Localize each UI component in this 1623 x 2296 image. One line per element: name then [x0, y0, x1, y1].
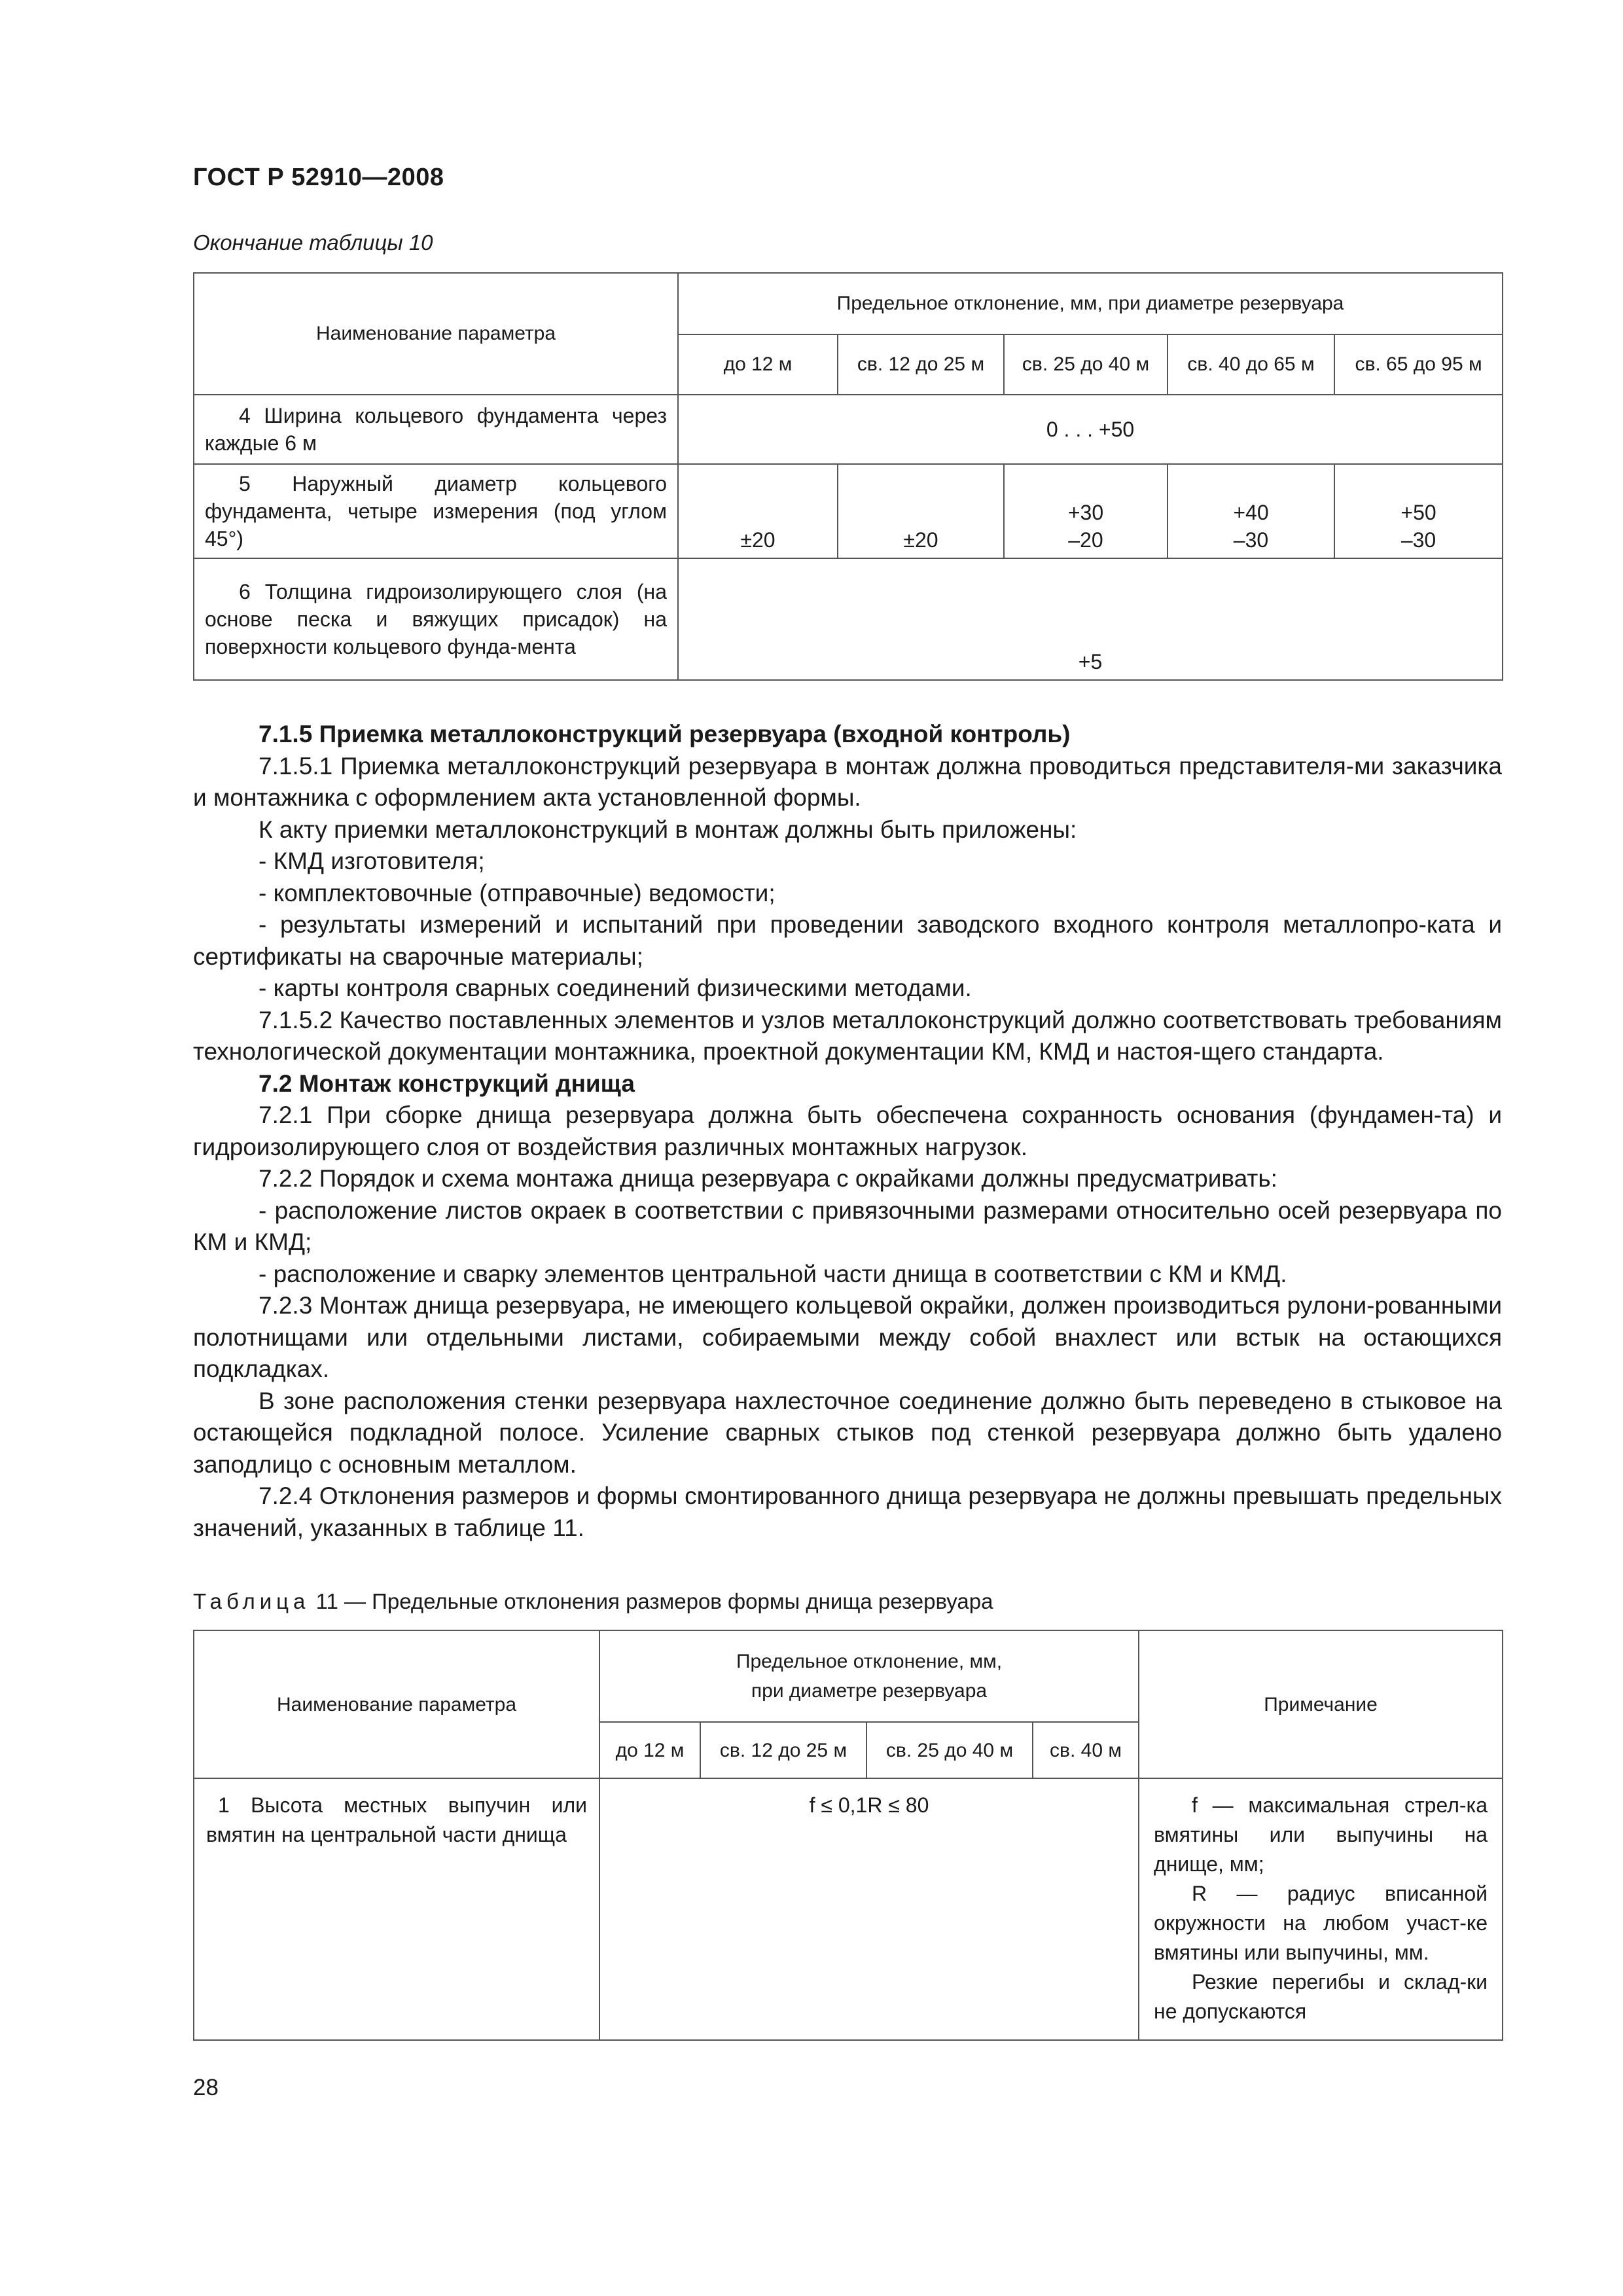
param-name-header: Наименование параметра [194, 1630, 599, 1778]
paragraph: 7.2.1 При сборке днища резервуара должна быть обеспечена сохранность основания (фундамен-та) и гидроизолирующего слоя от воздействия различных монтажных нагрузок. [193, 1102, 1502, 1160]
paragraph: 7.2.3 Монтаж днища резервуара, не имеющего кольцевой окрайки, должен производиться рулони-рованными полотнищами или отдельными листами, собираемыми между собой внахлест или встык на остающихся подкладках. [193, 1292, 1502, 1382]
paragraph: К акту приемки металлоконструкций в монтаж должны быть приложены: [259, 816, 1077, 843]
merged-value: +5 [678, 558, 1503, 680]
document-code: ГОСТ Р 52910—2008 [193, 164, 444, 191]
list-item: - КМД изготовителя; [259, 848, 485, 874]
list-item: - расположение и сварку элементов центральной части днища в соответствии с КМ и КМД. [259, 1260, 1287, 1287]
section-heading: 7.2 Монтаж конструкций днища [259, 1069, 635, 1097]
value-cell [1004, 464, 1168, 558]
table-row-name: 5 Наружный диаметр кольцевого фундамента, четыре измерения (под углом 45°) [194, 464, 678, 558]
formula-cell [599, 1778, 1139, 2040]
table-row-name: 6 Толщина гидроизолирующего слоя (на основе песка и вяжущих присадок) на поверхности кольцевого фунда-мента [194, 558, 678, 680]
list-item: - расположение листов окраек в соответствии с привязочными размерами относительно осей резервуара по КМ и КМД; [193, 1196, 1502, 1255]
deviation-group-header: Предельное отклонение, мм, при диаметре резервуара [678, 273, 1503, 334]
deviation-group-header: Предельное отклонение, мм, при диаметре резервуара [599, 1630, 1139, 1722]
value-cell: ±20 [838, 464, 1004, 558]
body-text [193, 719, 1502, 1544]
col-header: до 12 м [678, 334, 838, 395]
value-cell: ±20 [678, 464, 838, 558]
col-header: св. 65 до 95 м [1334, 334, 1503, 395]
paragraph: 7.1.5.1 Приемка металлоконструкций резервуара в монтаж должна проводиться представителя-ми заказчика и монтажника с оформлением акта установленной формы. [193, 752, 1502, 811]
paragraph: 7.2.2 Порядок и схема монтажа днища резервуара с окрайками должны предусматривать: [259, 1165, 1277, 1192]
table-row-name: 1 Высота местных выпучин или вмятин на центральной части днища [194, 1778, 599, 2040]
value-upper: +50 [1400, 501, 1436, 524]
value-cell [1168, 464, 1334, 558]
table-11 [193, 1630, 1503, 2041]
list-item: - комплектовочные (отправочные) ведомости; [259, 879, 776, 906]
col-header: св. 25 до 40 м [1004, 334, 1168, 395]
list-item: - результаты измерений и испытаний при проведении заводского входного контроля металлопро-ката и сертификаты на сварочные материалы; [193, 911, 1502, 970]
note-f: f — максимальная стрел-ка вмятины или выпучины на днище, мм; [1154, 1793, 1488, 1876]
paragraph: В зоне расположения стенки резервуара нахлесточное соединение должно быть переведено в стыковое на остающейся подкладной полосе. Усиление сварных стыков под стенкой резервуара должно быть удалено заподлицо с основным металлом. [193, 1387, 1502, 1478]
value-lower: –30 [1400, 528, 1436, 552]
col-header: св. 12 до 25 м [838, 334, 1004, 395]
merged-value: 0 . . . +50 [678, 395, 1503, 464]
note-r: R — радиус вписанной окружности на любом участ-ке вмятины или выпучины, мм. [1154, 1882, 1488, 1964]
list-item: - карты контроля сварных соединений физическими методами. [259, 975, 972, 1001]
col-header: св. 12 до 25 м [700, 1722, 866, 1778]
param-name-header: Наименование параметра [194, 273, 678, 395]
value-cell [1334, 464, 1503, 558]
col-header: св. 40 м [1033, 1722, 1139, 1778]
paragraph: 7.1.5.2 Качество поставленных элементов и узлов металлоконструкций должно соответствовать требованиям технологической документации монтажника, проектной документации КМ, КМД и настоя-щего стандарта. [193, 1006, 1502, 1065]
col-header: св. 40 до 65 м [1168, 334, 1334, 395]
note-bends: Резкие перегибы и склад-ки не допускаются [1154, 1970, 1488, 2023]
note-header: Примечание [1139, 1630, 1503, 1778]
col-header: до 12 м [599, 1722, 700, 1778]
col-header: св. 25 до 40 м [866, 1722, 1033, 1778]
table-10 [193, 272, 1503, 681]
paragraph: 7.2.4 Отклонения размеров и формы смонтированного днища резервуара не должны превышать предельных значений, указанных в таблице 11. [193, 1482, 1502, 1541]
value-upper: +30 [1067, 501, 1104, 524]
value-lower: –20 [1068, 528, 1103, 552]
table-10-continuation-caption: Окончание таблицы 10 [193, 230, 433, 255]
section-heading: 7.1.5 Приемка металлоконструкций резервуара (входной контроль) [259, 721, 1071, 747]
value-lower: –30 [1233, 528, 1269, 552]
page-number: 28 [193, 2075, 219, 2100]
note-cell [1139, 1778, 1503, 2040]
table-11-caption: Таблица 11 — Предельные отклонения размеров формы днища резервуара [193, 1589, 993, 1613]
value-upper: +40 [1233, 501, 1269, 524]
formula: f ≤ 0,1R ≤ 80 [809, 1793, 929, 1817]
table-row-name: 4 Ширина кольцевого фундамента через каждые 6 м [194, 395, 678, 464]
